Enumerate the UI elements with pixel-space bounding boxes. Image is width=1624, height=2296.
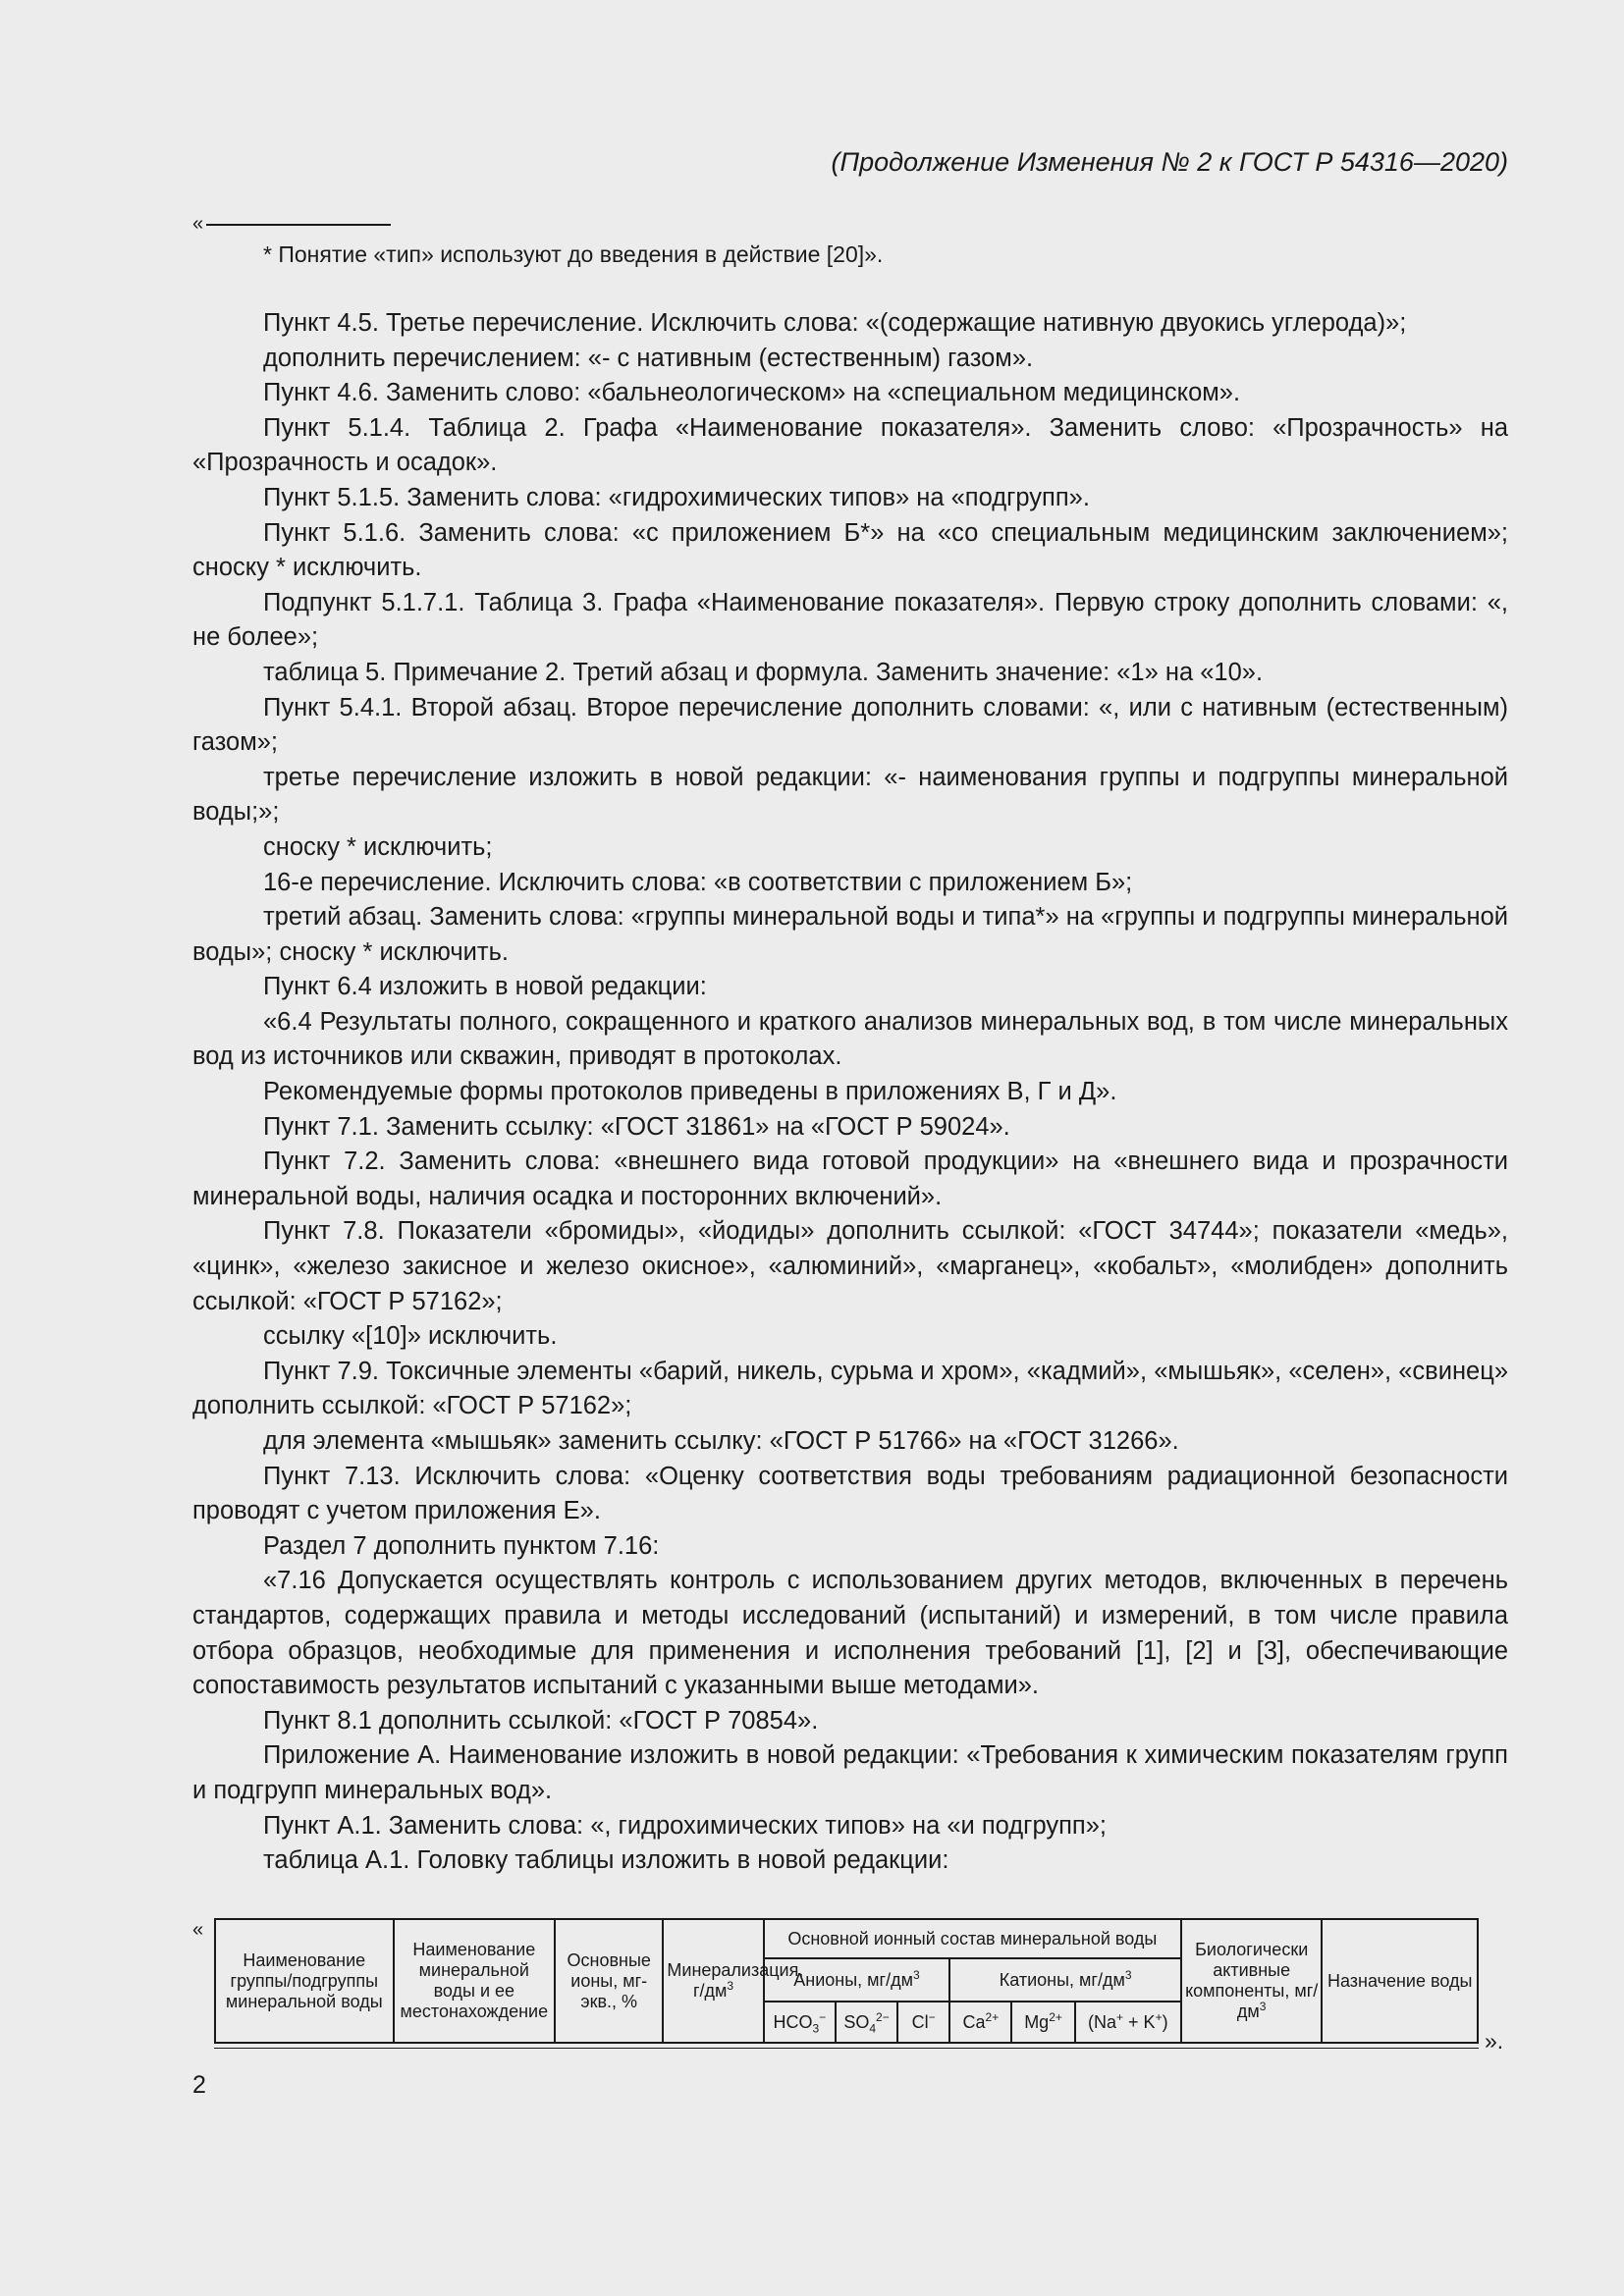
- paragraph: Пункт 5.4.1. Второй абзац. Второе перечисление дополнить словами: «, или с нативным (естественным) газом»;: [192, 693, 1508, 757]
- col-header-anions: Анионы, $мг/дм^3$: [764, 1958, 950, 2002]
- col-header-cations: Катионы, $мг/дм^3$: [949, 1958, 1181, 2002]
- paragraph: Пункт 5.1.6. Заменить слова: «с приложением Б*» на «со специальным медицинским заключением»; сноску * исключить.: [192, 518, 1508, 582]
- col-header-group-name: Наименование группы/подгруппы минеральной воды: [215, 1919, 394, 2043]
- table-a1: [214, 1918, 1479, 2044]
- paragraph: Пункт 8.1 дополнить ссылкой: «ГОСТ Р 70854».: [263, 1706, 819, 1735]
- col-header-main-ions: Основные ионы, мг-экв., %: [555, 1919, 663, 2043]
- paragraph: Пункт 7.8. Показатели «бромиды», «йодиды» дополнить ссылкой: «ГОСТ 34744»; показатели «медь», «цинк», «железо закисное и железо окисное», «алюминий», «марганец», «кобальт», «молибден» дополнить ссылкой: «ГОСТ Р 57162»;: [192, 1217, 1508, 1315]
- paragraph: таблица 5. Примечание 2. Третий абзац и формула. Заменить значение: «1» на «10».: [263, 658, 1264, 686]
- paragraph: «7.16 Допускается осуществлять контроль с использованием других методов, включенных в перечень стандартов, содержащих правила и методы исследований (испытаний) и измерений, в том числе правила отбора образцов, необходимые для применения и исполнения требований [1], [2] и [3], обеспечивающие сопоставимость результатов испытаний с указанными выше методами».: [192, 1567, 1508, 1700]
- paragraph: Рекомендуемые формы протоколов приведены в приложениях В, Г и Д».: [263, 1078, 1117, 1106]
- table-open-quote: «: [192, 1919, 204, 1941]
- running-header: (Продолжение Изменения № 2 к ГОСТ Р 54316—2020): [831, 147, 1508, 177]
- paragraph: третий абзац. Заменить слова: «группы минеральной воды и типа*» на «группы и подгруппы минеральной воды»; сноску * исключить.: [192, 903, 1508, 966]
- table-close-quote: ».: [1485, 2028, 1504, 2054]
- paragraph: Пункт 7.1. Заменить ссылку: «ГОСТ 31861» на «ГОСТ Р 59024».: [263, 1112, 1010, 1141]
- footnote-rule: [206, 224, 391, 226]
- paragraph: сноску * исключить;: [263, 832, 493, 861]
- paragraph: Пункт 7.13. Исключить слова: «Оценку соответствия воды требованиям радиационной безопасности проводят с учетом приложения Е».: [192, 1462, 1508, 1525]
- amendment-body: [192, 306, 1508, 1879]
- paragraph: Раздел 7 дополнить пунктом 7.16:: [263, 1531, 660, 1560]
- paragraph: третье перечисление изложить в новой редакции: «- наименования группы и подгруппы минеральной воды;»;: [192, 763, 1508, 827]
- paragraph: ссылку «[10]» исключить.: [263, 1322, 558, 1351]
- paragraph: Пункт 7.9. Токсичные элементы «барий, никель, сурьма и хром», «кадмий», «мышьяк», «селен», «свинец» дополнить ссылкой: «ГОСТ Р 57162»;: [192, 1357, 1508, 1420]
- col-header-bio-components: Биологически активные компоненты, $мг/дм^3$: [1181, 1919, 1322, 2043]
- col-header-ionic-composition: Основной ионный состав минеральной воды: [764, 1919, 1181, 1958]
- col-header-mg: $Mg^{2+}$: [1011, 2002, 1074, 2043]
- paragraph: таблица А.1. Головку таблицы изложить в новой редакции:: [263, 1846, 949, 1875]
- col-header-ca: $Ca^{2+}$: [949, 2002, 1011, 2043]
- col-header-hco3: $HCO_3^-$: [764, 2002, 836, 2043]
- paragraph: Пункт 7.2. Заменить слова: «внешнего вида готовой продукции» на «внешнего вида и прозрачности минеральной воды, наличия осадка и посторонних включений».: [192, 1148, 1508, 1210]
- page-number: 2: [192, 2071, 206, 2099]
- paragraph: Пункт А.1. Заменить слова: «, гидрохимических типов» на «и подгрупп»;: [263, 1811, 1107, 1840]
- col-header-purpose: Назначение воды: [1322, 1919, 1478, 2043]
- paragraph: «6.4 Результаты полного, сокращенного и краткого анализов минеральных вод, в том числе минеральных вод из источников или скважин, приводят в протоколах.: [192, 1007, 1508, 1071]
- col-header-na-k: (Na+ + K+): [1075, 2002, 1181, 2043]
- paragraph: Пункт 5.1.4. Таблица 2. Графа «Наименование показателя». Заменить слово: «Прозрачность» на «Прозрачность и осадок».: [192, 413, 1508, 477]
- col-header-so4: $SO_4^{2-}$: [836, 2002, 897, 2043]
- paragraph: дополнить перечислением: «- с нативным (естественным) газом».: [263, 344, 1034, 372]
- paragraph: Пункт 6.4 изложить в новой редакции:: [263, 973, 707, 1001]
- table-a1-header: [214, 1918, 1479, 2049]
- col-header-cl: Cl−: [897, 2002, 949, 2043]
- paragraph: 16-е перечисление. Исключить слова: «в соответствии с приложением Б»;: [263, 868, 1133, 896]
- paragraph: для элемента «мышьяк» заменить ссылку: «ГОСТ Р 51766» на «ГОСТ 31266».: [263, 1427, 1179, 1455]
- paragraph: Пункт 5.1.5. Заменить слова: «гидрохимических типов» на «подгрупп».: [263, 483, 1090, 511]
- paragraph: Пункт 4.5. Третье перечисление. Исключить слова: «(содержащие нативную двуокись углерода)»;: [263, 309, 1407, 337]
- paragraph: Подпункт 5.1.7.1. Таблица 3. Графа «Наименование показателя». Первую строку дополнить словами: «, не более»;: [192, 588, 1508, 652]
- footnote-text: * Понятие «тип» используют до введения в действие [20]».: [263, 241, 884, 267]
- paragraph: Пункт 4.6. Заменить слово: «бальнеологическом» на «специальном медицинском».: [263, 379, 1241, 407]
- paragraph: Приложение А. Наименование изложить в новой редакции: «Требования к химическим показателям групп и подгрупп минеральных вод».: [192, 1741, 1508, 1804]
- footnote-open-quote: «: [192, 213, 204, 235]
- col-header-water-name: Наименование минеральной воды и ее местонахождение: [394, 1919, 556, 2043]
- col-header-mineralization: Минерализация, $г/дм^3$: [663, 1919, 763, 2043]
